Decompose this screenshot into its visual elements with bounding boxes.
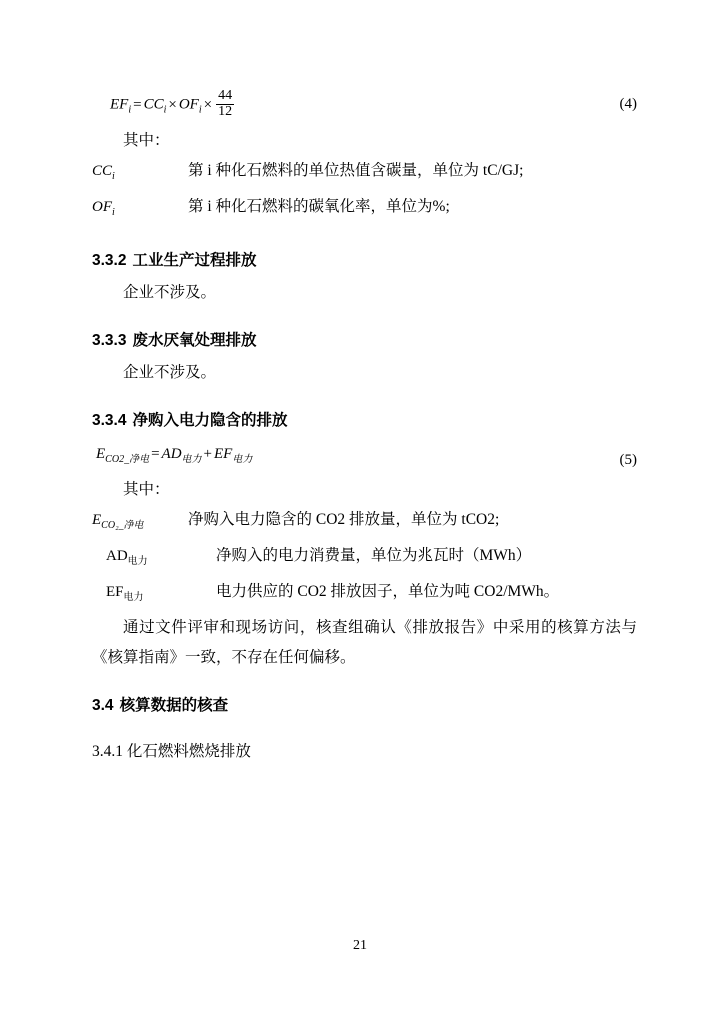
definition-term-sub: CO₂_净电 [101,520,144,532]
formula-4-term1: CC [143,96,164,113]
heading-3-4-1 [92,737,637,767]
formula-5-plus: + [203,446,213,463]
definition-term-text: E [92,512,102,529]
spacer [92,438,637,446]
formula-4-term2-sub: i [198,104,202,116]
heading-3-3-3 [92,326,637,356]
formula-4-fraction-numerator: 44 [218,88,233,103]
definition-term [92,192,188,228]
formula-5-lhs: E [96,446,106,463]
formula-5-term2-sub: 电力 [232,454,253,466]
where-label-2: 其中： [123,481,170,499]
formula-4-number: (4) [619,96,637,112]
definition-term-text: OF [92,199,112,216]
formula-4-mult2: × [203,96,213,113]
heading-3-4-number: 3.4 [92,697,114,715]
definition-row [92,192,637,228]
definition-description: 第 i 种化石燃料的单位热值含碳量，单位为 tC/GJ; [188,162,524,180]
spacer [92,673,637,681]
spacer [92,388,637,396]
formula-5 [92,446,252,465]
heading-3-3-2-number: 3.3.2 [92,252,127,270]
heading-3-4-title: 核算数据的核查 [119,697,229,715]
definition-term-sub: i [112,171,115,183]
formula-4 [92,90,236,120]
formula-4-term1-sub: i [163,104,167,116]
definition-term-text: CC [92,163,113,180]
spacer [92,723,637,731]
heading-3-3-4 [92,406,637,436]
definition-term-sub: i [112,207,115,219]
definition-description: 电力供应的 CO2 排放因子，单位为吨 CO2/MWh。 [216,583,560,601]
heading-3-3-2-title: 工业生产过程排放 [132,252,257,270]
formula-4-equals: = [133,96,142,113]
definition-row [92,541,637,577]
formula-5-row [92,446,637,469]
definition-term [92,577,216,613]
definition-list-1 [92,156,637,228]
definition-term [92,541,216,577]
heading-3-3-3-number: 3.3.3 [92,332,127,350]
formula-4-term2: OF [178,96,199,113]
formula-5-term1: AD [161,446,182,463]
definition-term-text: EF [106,584,124,601]
formula-5-number: (5) [619,452,637,469]
definition-description: 净购入的电力消费量，单位为兆瓦时（MWh） [216,547,532,565]
heading-3-4-1-number: 3.4.1 [92,743,123,761]
formula-4-row [92,90,637,120]
section-3-3-3-body: 企业不涉及。 [123,364,217,382]
definition-row [92,505,637,541]
section-3-3-2-body: 企业不涉及。 [123,284,217,302]
definition-term [92,505,188,541]
heading-3-3-4-number: 3.3.4 [92,412,127,430]
formula-5-lhs-sub: CO2_净电 [105,454,150,466]
conclusion-paragraph: 通过文件评审和现场访问，核查组确认《排放报告》中采用的核算方法与《核算指南》一致，不存在任何偏移。 [92,619,637,667]
spacer [92,308,637,316]
page-content [92,90,637,769]
formula-5-term2: EF [214,446,233,463]
heading-3-3-2 [92,246,637,276]
spacer [92,228,637,236]
definition-list-2 [92,505,637,613]
definition-description: 第 i 种化石燃料的碳氧化率，单位为%; [188,198,450,216]
formula-5-equals: = [151,446,160,463]
definition-description: 净购入电力隐含的 CO2 排放量，单位为 tCO2; [188,511,500,529]
heading-3-3-4-title: 净购入电力隐含的排放 [132,412,288,430]
formula-5-term1-sub: 电力 [181,454,202,466]
definition-row [92,156,637,192]
formula-4-lhs-sub: i [128,104,132,116]
definition-term-sub: 电力 [123,592,144,604]
formula-4-fraction [216,89,234,119]
heading-3-4 [92,691,637,721]
definition-term-sub: 电力 [127,556,148,568]
formula-4-lhs: EF [110,96,129,113]
definition-term-text: AD [106,548,128,565]
definition-term [92,156,188,192]
formula-4-mult: × [168,96,177,113]
heading-3-4-1-title: 化石燃料燃烧排放 [126,743,251,761]
heading-3-3-3-title: 废水厌氧处理排放 [132,332,257,350]
where-label-1: 其中： [123,132,170,150]
formula-4-fraction-denominator: 12 [218,103,233,119]
page-number: 21 [353,938,367,953]
definition-row [92,577,637,613]
